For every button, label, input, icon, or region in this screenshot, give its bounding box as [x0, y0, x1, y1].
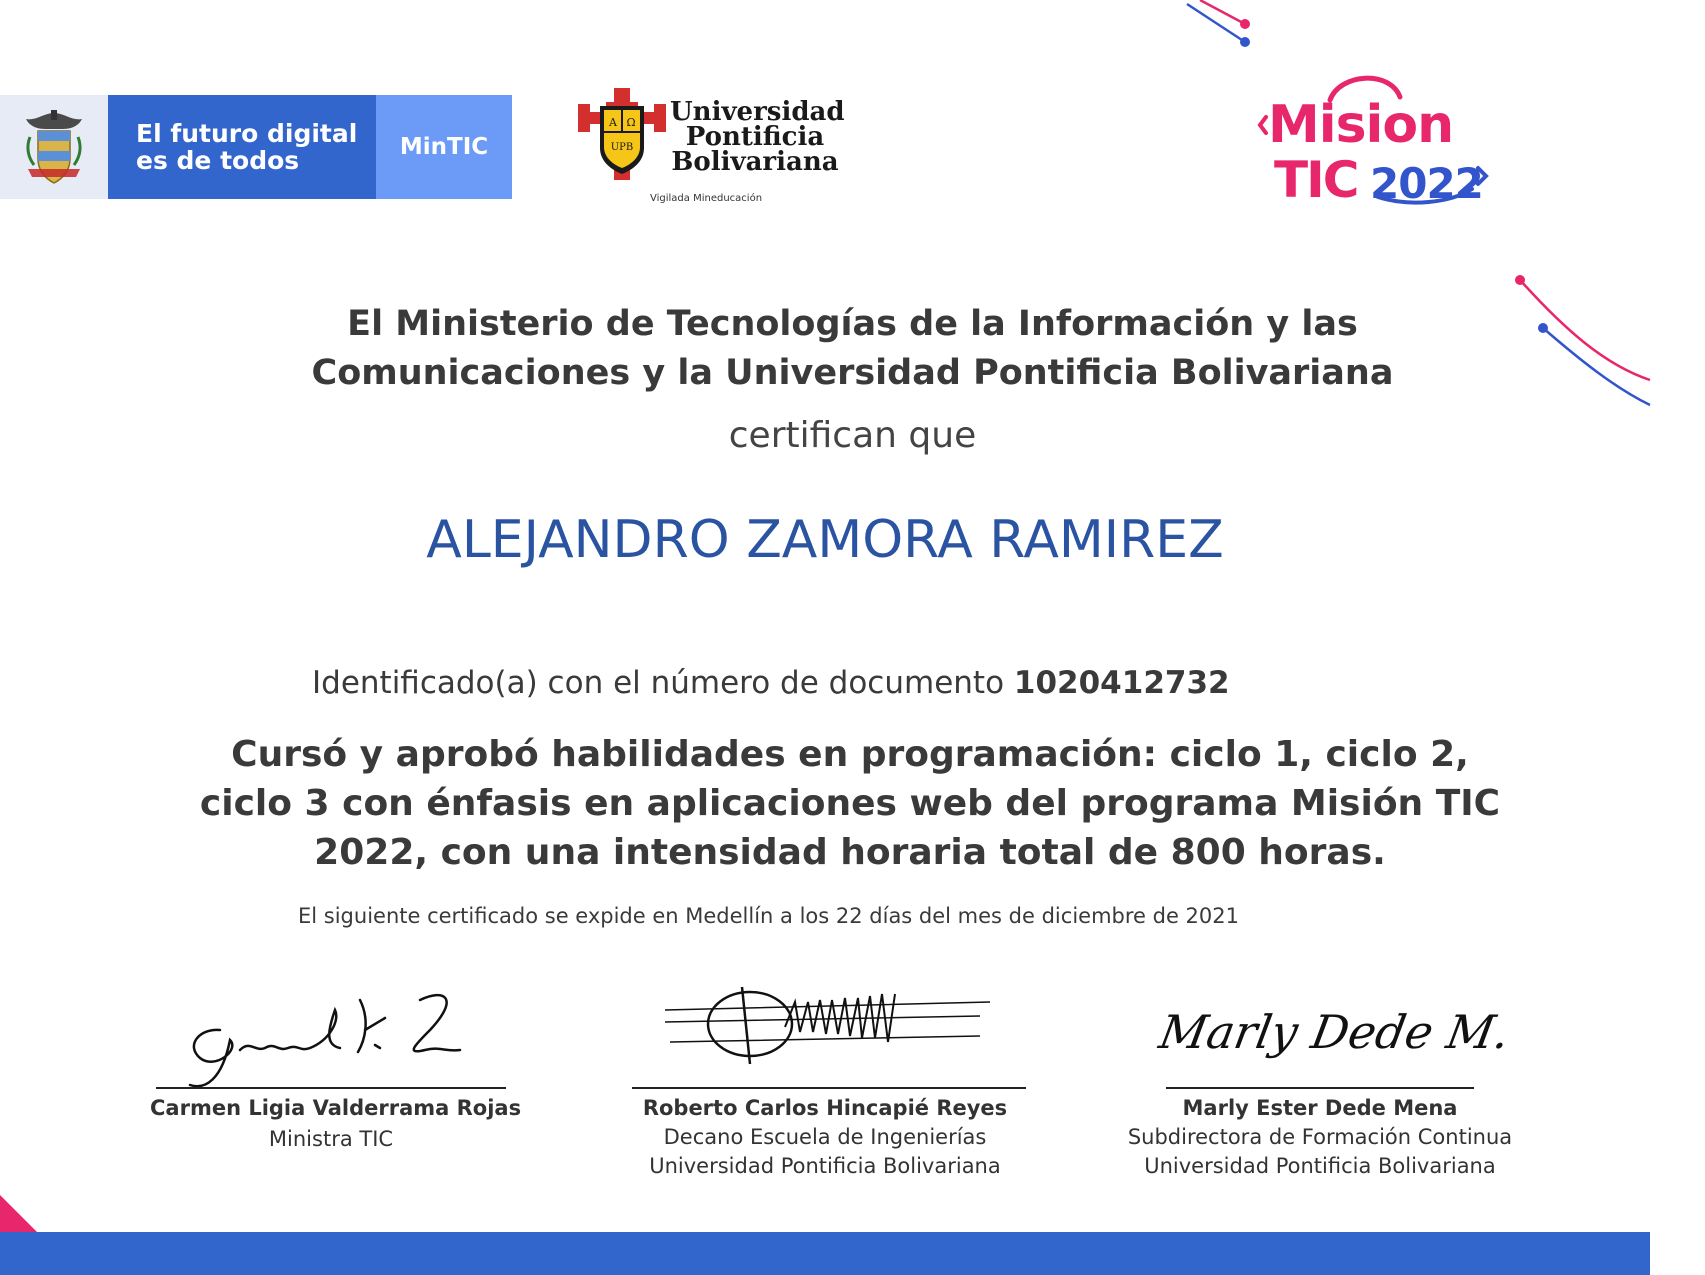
course-line1: Cursó y aprobó habilidades en programación: ciclo 1, ciclo 2, — [231, 734, 1469, 775]
upb-name — [670, 97, 845, 177]
course-line3: 2022, con una intensidad horaria total de 800 horas. — [314, 832, 1386, 873]
signature-3-name: Marly Ester Dede Mena — [1182, 1096, 1458, 1120]
signature-1-role: Ministra TIC — [268, 1127, 394, 1151]
course-line2: ciclo 3 con énfasis en aplicaciones web del programa Misión TIC — [199, 783, 1501, 824]
course-description — [180, 730, 1520, 877]
issuer-line2: Comunicaciones y la Universidad Pontificia Bolivariana — [311, 353, 1394, 393]
recipient-name: ALEJANDRO ZAMORA RAMIREZ — [426, 510, 1224, 570]
crest-upb: UPB — [610, 142, 634, 153]
issuer-line1: El Ministerio de Tecnologías de la Información y las — [347, 304, 1358, 344]
mision-year: 2022 — [1370, 159, 1483, 208]
signature-2-line — [632, 1087, 1026, 1089]
document-number: 1020412732 — [1013, 665, 1230, 701]
colombia-coat-of-arms — [0, 95, 108, 199]
signature-2-role: Decano Escuela de Ingenierías — [663, 1125, 987, 1149]
signature-2-name: Roberto Carlos Hincapié Reyes — [642, 1096, 1008, 1120]
document-line — [312, 665, 1230, 701]
signature-3-image — [1155, 988, 1514, 1078]
gov-slogan-line1: El futuro digital — [136, 119, 358, 148]
signature-3-role: Subdirectora de Formación Continua — [1127, 1125, 1513, 1149]
issue-statement: El siguiente certificado se expide en Medellín a los 22 días del mes de diciembre de 2021 — [298, 904, 1239, 928]
signature-3-institution: Universidad Pontificia Bolivariana — [1144, 1154, 1496, 1178]
coat-of-arms-icon — [16, 107, 92, 187]
crest-omega: Ω — [626, 116, 636, 129]
signature-2-institution: Universidad Pontificia Bolivariana — [649, 1154, 1001, 1178]
mision-tic-word: TIC — [1274, 151, 1358, 209]
document-label: Identificado(a) con el número de documento — [312, 665, 1005, 701]
gov-slogan-line2: es de todos — [136, 146, 300, 175]
signature-2-image — [660, 982, 995, 1064]
issuer-heading — [0, 300, 1705, 398]
upb-logo — [578, 88, 845, 208]
gov-slogan — [108, 95, 376, 199]
signature-3-handwritten: Marly Dede M. — [1155, 1005, 1514, 1059]
upb-name-line2: Pontificia — [685, 122, 825, 152]
mision-word: Mision — [1268, 95, 1454, 155]
certify-text: certifican que — [728, 415, 977, 456]
footer-bar — [0, 1232, 1650, 1275]
decorative-lines-top — [1185, 0, 1255, 50]
signature-1-name: Carmen Ligia Valderrama Rojas — [150, 1096, 522, 1120]
upb-name-line3: Bolivariana — [671, 147, 839, 177]
gov-banner — [0, 95, 512, 199]
crest-alpha: A — [609, 116, 617, 129]
upb-crest-icon — [578, 88, 666, 180]
signature-1-image — [160, 990, 520, 1090]
signature-1-line — [156, 1087, 506, 1089]
mintic-badge: MinTIC — [376, 95, 512, 199]
upb-name-line1: Universidad — [670, 97, 845, 127]
mision-tic-logo — [1260, 65, 1500, 209]
upb-vigilada: Vigilada Mineducación — [650, 193, 763, 204]
signature-3-line — [1166, 1087, 1474, 1089]
